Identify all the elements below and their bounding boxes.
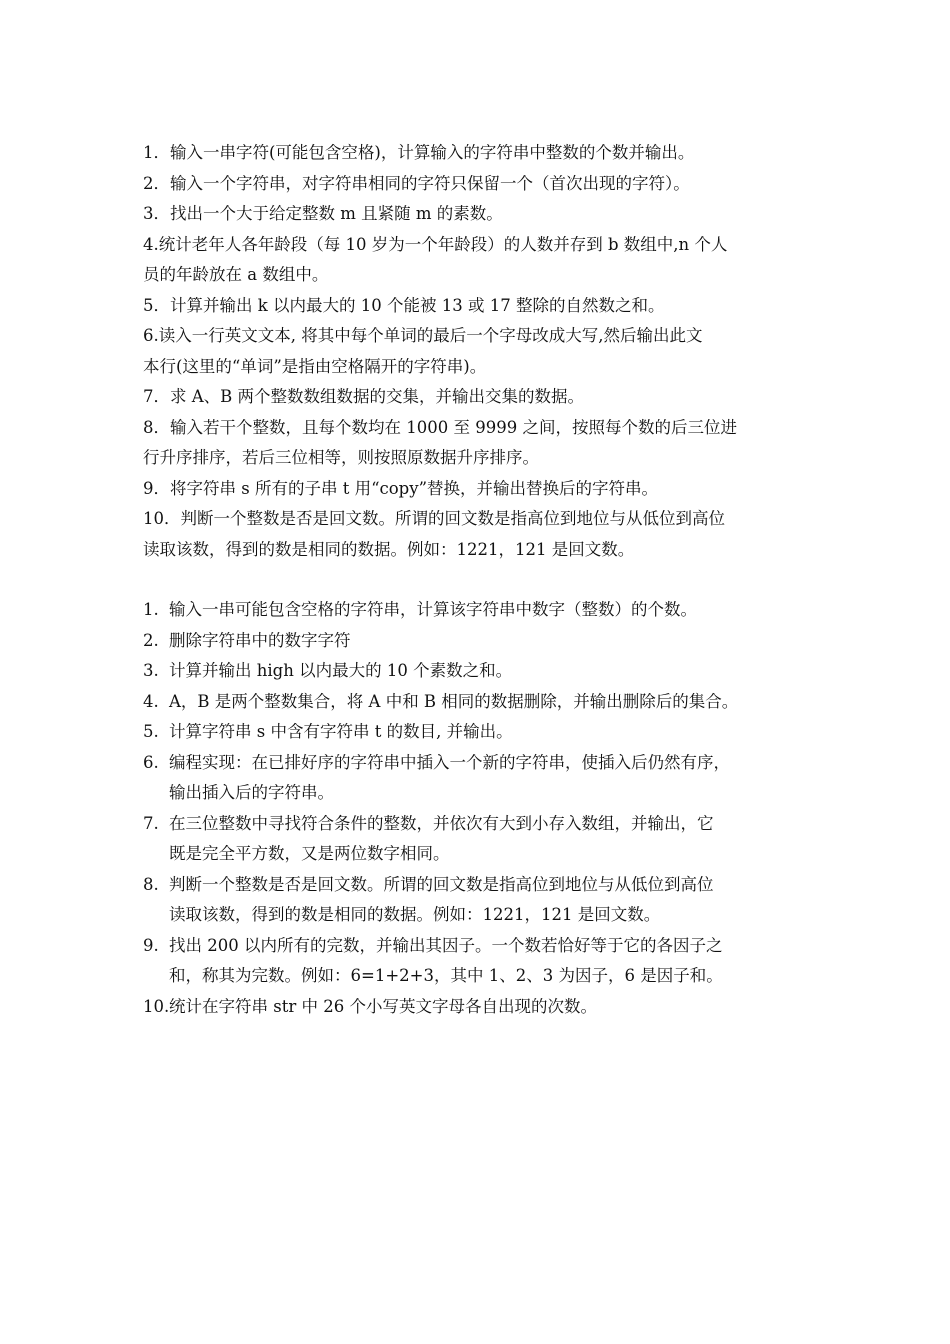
text-line: 行升序排序，若后三位相等，则按照原数据升序排序。	[143, 448, 539, 467]
problem-list-2	[143, 595, 812, 1022]
list-item	[143, 626, 812, 657]
item-number: 10.	[143, 996, 170, 1016]
item-number: 6.	[143, 752, 159, 772]
text-line: 6.读入一行英文文本, 将其中每个单词的最后一个字母改成大写,然后输出此文	[143, 326, 703, 345]
item-number: 3.	[143, 661, 159, 680]
item-text-line: 判断一个整数是否是回文数。所谓的回文数是指高位到地位与从低位到高位	[169, 874, 714, 894]
text-line: 员的年龄放在 a 数组中。	[143, 265, 329, 284]
item-number: 7.	[143, 813, 159, 833]
text-line: 2．输入一个字符串，对字符串相同的字符只保留一个（首次出现的字符）。	[143, 173, 690, 193]
item-number: 5.	[143, 722, 159, 741]
item-text-line: 和，称其为完数。例如：6=1+2+3，其中 1、2、3 为因子，6 是因子和。	[169, 966, 723, 985]
item-text	[169, 656, 812, 687]
item-number: 4.	[143, 691, 159, 711]
text-line: 读取该数，得到的数是相同的数据。例如：1221，121 是回文数。	[143, 539, 635, 559]
text-line: 5．计算并输出 k 以内最大的 10 个能被 13 或 17 整除的自然数之和。	[143, 295, 665, 315]
item-text-line: A，B 是两个整数集合，将 A 中和 B 相同的数据删除，并输出删除后的集合。	[169, 691, 739, 711]
item-text-line: 统计在字符串 str 中 26 个小写英文字母各自出现的次数。	[169, 996, 597, 1016]
item-text-line: 在三位整数中寻找符合条件的整数，并依次有大到小存入数组，并输出，它	[169, 813, 714, 833]
text-line: 7．求 A、B 两个整数数组数据的交集，并输出交集的数据。	[143, 387, 585, 406]
list-item	[143, 687, 812, 718]
item-text	[169, 809, 812, 870]
list-item	[143, 717, 812, 748]
list-item	[143, 992, 812, 1023]
item-number: 9.	[143, 935, 159, 955]
text-line: 10．判断一个整数是否是回文数。所谓的回文数是指高位到地位与从低位到高位	[143, 509, 725, 528]
list-item	[143, 748, 812, 809]
item-text-line: 删除字符串中的数字字符	[169, 630, 351, 650]
list-item	[143, 931, 812, 992]
item-text-line: 计算并输出 high 以内最大的 10 个素数之和。	[169, 661, 513, 680]
text-line: 4.统计老年人各年龄段（每 10 岁为一个年龄段）的人数并存到 b 数组中,n 个人	[143, 234, 728, 254]
item-text-line: 找出 200 以内所有的完数，并输出其因子。一个数若恰好等于它的各因子之	[169, 935, 723, 955]
item-text-line: 既是完全平方数，又是两位数字相同。	[169, 844, 450, 863]
problem-list-1	[143, 138, 812, 565]
item-text	[169, 992, 812, 1023]
item-number: 1.	[143, 600, 159, 619]
item-text	[169, 595, 812, 626]
item-text-line: 计算字符串 s 中含有字符串 t 的数目, 并输出。	[169, 722, 513, 741]
text-line: 本行(这里的“单词”是指由空格隔开的字符串)。	[143, 356, 487, 376]
text-line: 8．输入若干个整数，且每个数均在 1000 至 9999 之间，按照每个数的后三位进	[143, 417, 737, 437]
item-text	[169, 748, 812, 809]
item-text	[169, 717, 812, 748]
list-item	[143, 595, 812, 626]
item-text	[169, 870, 812, 931]
item-number: 2.	[143, 630, 159, 650]
list-item	[143, 870, 812, 931]
item-text	[169, 931, 812, 992]
item-text-line: 输入一串可能包含空格的字符串，计算该字符串中数字（整数）的个数。	[169, 600, 697, 619]
list-item	[143, 809, 812, 870]
text-line: 1．输入一串字符(可能包含空格)，计算输入的字符串中整数的个数并输出。	[143, 143, 695, 162]
text-line: 3．找出一个大于给定整数 m 且紧随 m 的素数。	[143, 204, 503, 223]
item-number: 8.	[143, 874, 159, 894]
item-text	[169, 626, 812, 657]
text-line: 9．将字符串 s 所有的子串 t 用“copy”替换，并输出替换后的字符串。	[143, 478, 659, 498]
item-text-line: 读取该数，得到的数是相同的数据。例如：1221，121 是回文数。	[169, 905, 661, 924]
item-text	[169, 687, 812, 718]
list-item	[143, 656, 812, 687]
item-text-line: 输出插入后的字符串。	[169, 783, 334, 802]
item-text-line: 编程实现：在已排好序的字符串中插入一个新的字符串，使插入后仍然有序，	[169, 752, 730, 772]
